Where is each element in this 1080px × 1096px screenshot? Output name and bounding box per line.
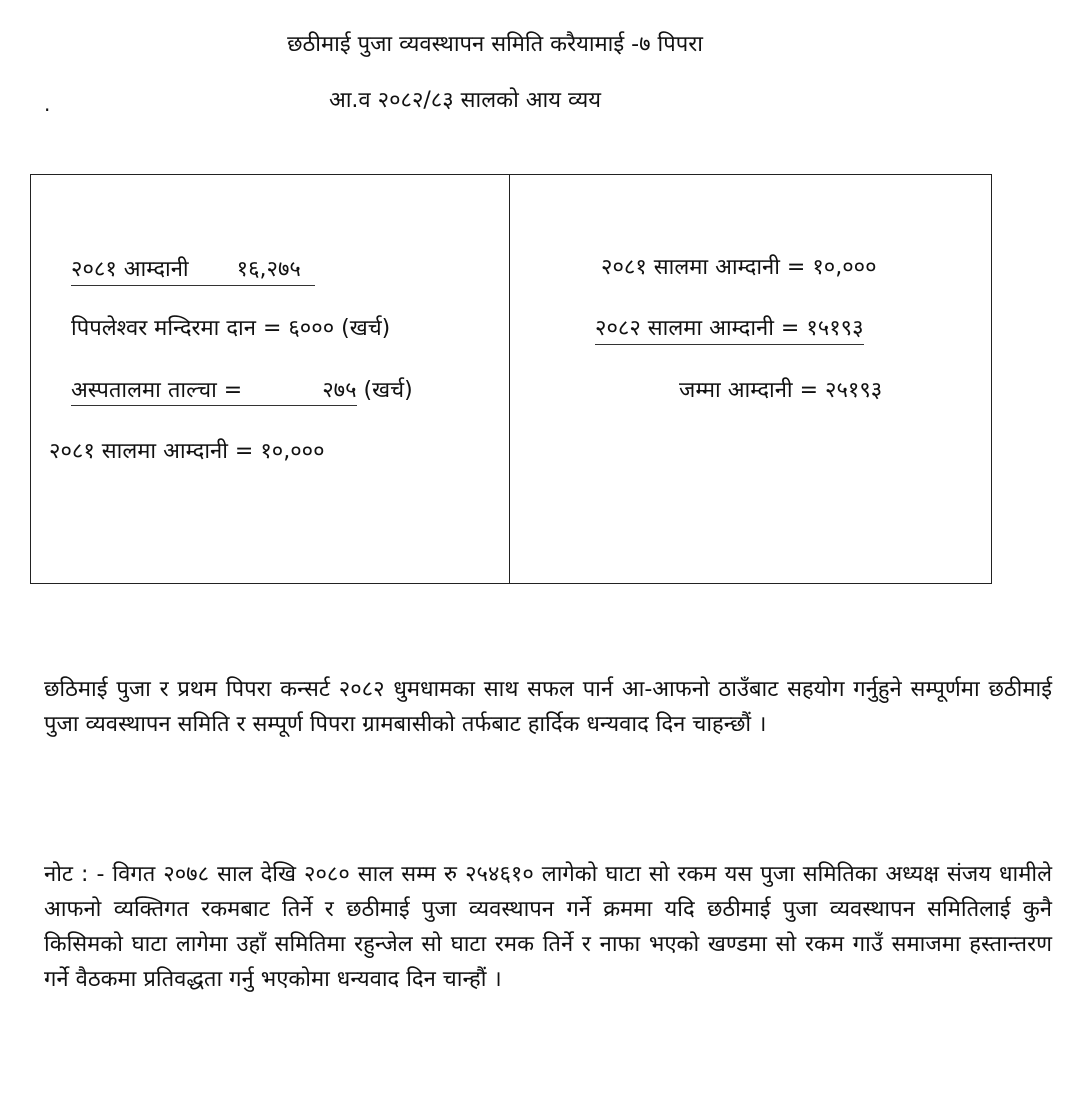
document-subtitle: आ.व २०८२/८३ सालको आय व्यय bbox=[328, 88, 602, 113]
left-row-income-balance: २०८१ सालमा आम्दानी = १०,००० bbox=[49, 439, 325, 464]
left-row-hospital-amount: २७५ bbox=[322, 378, 357, 403]
note-paragraph: नोट : - विगत २०७८ साल देखि २०८० साल सम्म रु २५४६१० लागेको घाटा सो रकम यस पुजा समितिका अध्यक्ष संजय धामीले आफनो व्यक्तिगत रकमबाट तिर्ने र छठीमाई पुजा व्यवस्थापन गर्ने क्रममा यदि छठीमाई पुजा व्यवस्थापन समितिलाई कुनै किसिमको घाटा लागेमा उहाँ समितिमा रहुन्जेल सो घाटा रमक तिर्ने र नाफा भएको खण्डमा सो रकम गाउँ समाजमा हस्तान्तरण गर्ने वैठकमा प्रतिवद्धता गर्नु भएकोमा धन्यवाद दिन चान्हौं । bbox=[44, 862, 1052, 992]
right-row-income-2082: २०८२ सालमा आम्दानी = १५१९३ bbox=[595, 312, 864, 345]
left-row-hospital-suffix: (खर्च) bbox=[363, 378, 413, 403]
right-row-total-income: जम्मा आम्दानी = २५१९३ bbox=[679, 378, 883, 403]
left-row-income-label: २०८१ आम्दानी bbox=[71, 257, 189, 282]
right-row-income-2081: २०८१ सालमा आम्दानी = १०,००० bbox=[601, 255, 877, 280]
left-row-income-amount: १६,२७५ bbox=[236, 257, 301, 282]
left-row-hospital-lock bbox=[71, 374, 413, 404]
stray-dot: . bbox=[44, 92, 51, 116]
left-row-income-2081 bbox=[71, 253, 315, 286]
document-title: छठीमाई पुजा व्यवस्थापन समिति करैयामाई -७ पिपरा bbox=[287, 32, 703, 57]
left-row-hospital-label: अस्पतालमा ताल्चा = bbox=[71, 378, 243, 403]
left-row-temple-donation: पिपलेश्वर मन्दिरमा दान = ६००० (खर्च) bbox=[71, 316, 391, 341]
left-row-hospital-underlined bbox=[71, 378, 357, 406]
table-divider bbox=[509, 175, 510, 583]
income-expense-table bbox=[30, 174, 992, 584]
thanks-paragraph: छठिमाई पुजा र प्रथम पिपरा कन्सर्ट २०८२ धुमधामका साथ सफल पार्न आ-आफनो ठाउँबाट सहयोग गर्नुहुने सम्पूर्णमा छठीमाई पुजा व्यवस्थापन समिति र सम्पूर्ण पिपरा ग्रामबासीको तर्फबाट हार्दिक धन्यवाद दिन चाहन्छौं । bbox=[44, 677, 1052, 737]
